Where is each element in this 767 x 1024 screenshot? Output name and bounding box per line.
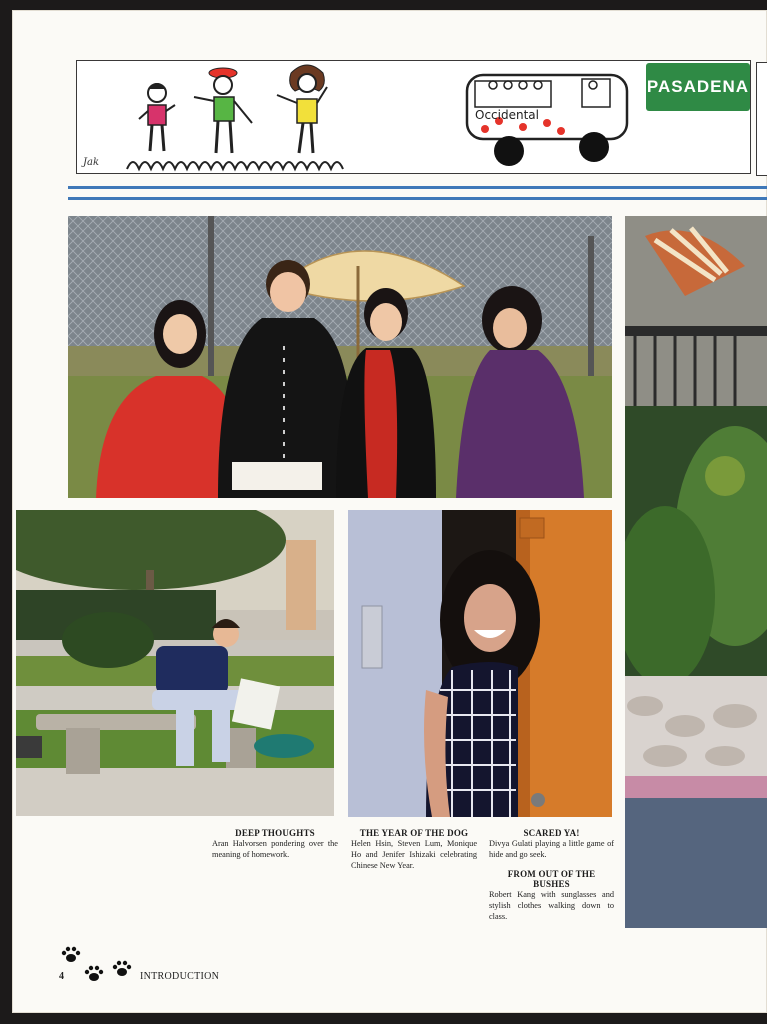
caption-deep-thoughts xyxy=(212,828,338,860)
page-number: 4 xyxy=(59,971,64,982)
artist-initials: Jak xyxy=(83,157,100,168)
caption-title: DEEP THOUGHTS xyxy=(235,828,315,838)
pasadena-sign: PASADENA xyxy=(646,63,750,111)
caption-body: Robert Kang with sunglasses and stylish clothes walking down to class. xyxy=(489,890,614,921)
caption-title: SCARED YA! xyxy=(523,828,580,838)
caption-title: FROM OUT OF THE BUSHES xyxy=(507,869,596,889)
blue-divider-rule xyxy=(68,186,767,200)
caption-year-of-the-dog xyxy=(351,828,477,871)
photo-from-out-of-the-bushes xyxy=(625,216,767,928)
paw-print-icon xyxy=(112,960,132,978)
photo-deep-thoughts xyxy=(16,510,334,816)
bus-text: Occidental xyxy=(475,108,539,122)
photo-scared-ya xyxy=(348,510,612,817)
photo-year-of-the-dog xyxy=(68,216,612,498)
paw-print-icon xyxy=(61,946,81,964)
banner-drawing xyxy=(76,60,751,174)
banner-edge xyxy=(756,62,767,176)
caption-scared-ya xyxy=(489,828,614,860)
caption-from-out-of-the-bushes xyxy=(489,869,614,922)
caption-body: Aran Halvorsen pondering over the meaning of homework. xyxy=(212,839,338,859)
section-label: INTRODUCTION xyxy=(140,971,220,982)
paw-print-icon xyxy=(84,965,104,983)
caption-body: Helen Hsin, Steven Lum, Monique Ho and Jenifer Ishizaki celebrating Chinese New Year. xyxy=(351,839,477,870)
caption-title: THE YEAR OF THE DOG xyxy=(359,828,469,838)
caption-body: Divya Gulati playing a little game of hide and go seek. xyxy=(489,839,614,859)
